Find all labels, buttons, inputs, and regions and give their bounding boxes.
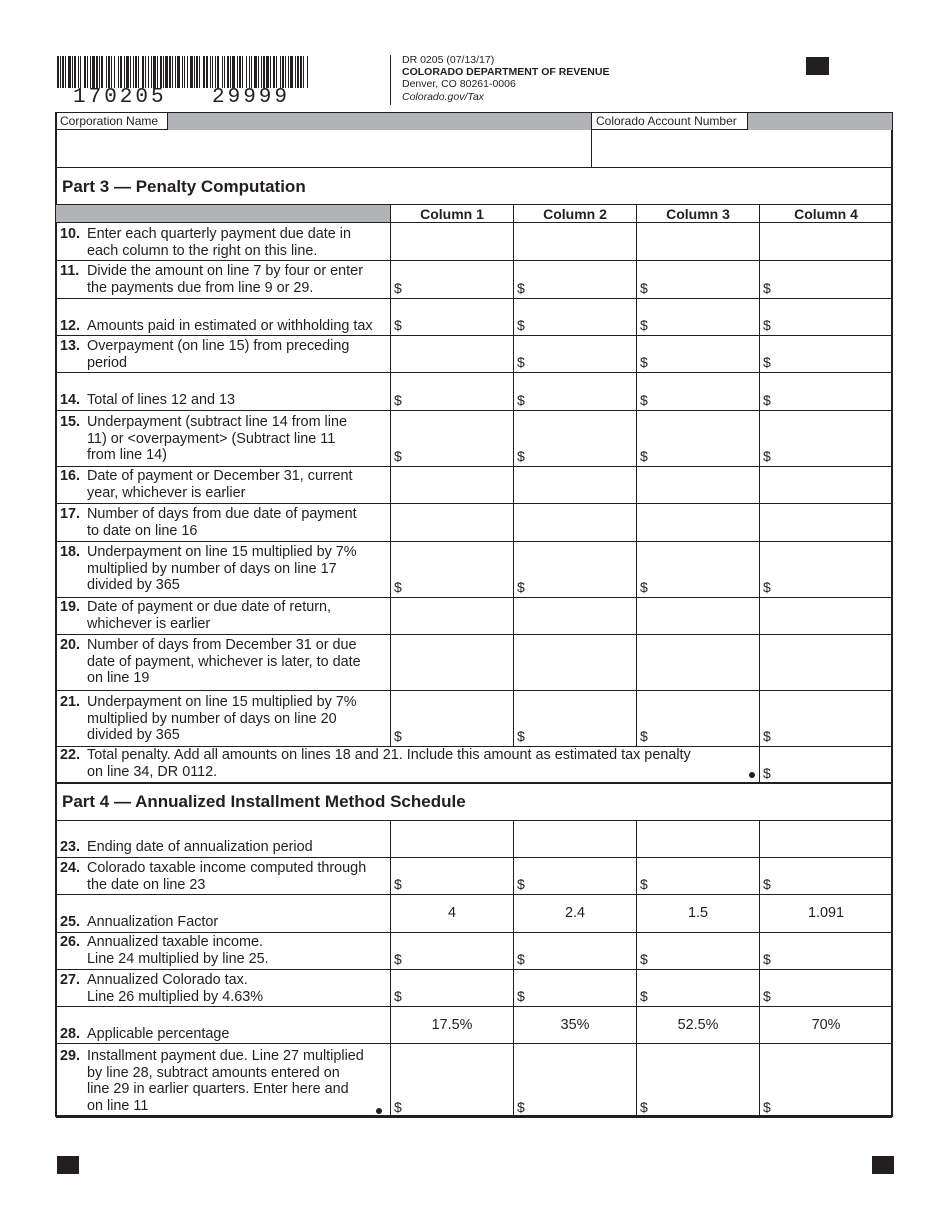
part4-row-5-col-2-input[interactable] — [514, 1007, 636, 1043]
barcode-bar — [145, 56, 146, 88]
part3-row-7-col-3-input[interactable] — [637, 504, 759, 541]
account-number-field[interactable] — [593, 130, 891, 167]
barcode-bar — [196, 56, 198, 88]
part4-row-4-col-2-input[interactable] — [514, 970, 636, 1006]
part3-row-10-col-3-input[interactable] — [637, 635, 759, 690]
corporation-name-label: Corporation Name — [60, 114, 159, 128]
part4-row-4-col-4-input[interactable] — [760, 970, 892, 1006]
grid-line — [56, 1117, 892, 1118]
line-27: 27. Annualized Colorado tax. Line 26 multiplied by 4.63% — [60, 972, 263, 1005]
column-3-header: Column 3 — [666, 206, 730, 222]
dollar-sign: $ — [640, 951, 648, 967]
barcode-bar — [273, 56, 275, 88]
dollar-sign: $ — [394, 876, 402, 892]
barcode-bar — [106, 56, 107, 88]
dollar-sign: $ — [394, 448, 402, 464]
dollar-sign: $ — [640, 876, 648, 892]
dollar-sign: $ — [640, 392, 648, 408]
part3-row-7-col-4-input[interactable] — [760, 504, 892, 541]
barcode-bar — [290, 56, 293, 88]
part3-row-3-col-1-input[interactable] — [391, 336, 513, 372]
dollar-sign: $ — [394, 728, 402, 744]
part4-row-4-col-1-input[interactable] — [391, 970, 513, 1006]
part4-row-0-col-2-input[interactable] — [514, 821, 636, 857]
dollar-sign: $ — [394, 1099, 402, 1115]
line-21: 21. Underpayment on line 15 multiplied by 7% multiplied by number of days on line 20 divided by 365 — [60, 694, 357, 743]
part3-row-8-col-1-input[interactable] — [391, 542, 513, 597]
barcode-bar — [215, 56, 216, 88]
line-10: 10. Enter each quarterly payment due date in each column to the right on this line. — [60, 226, 351, 259]
registration-mark-top-right — [806, 57, 829, 75]
part4-row-3-col-2-input[interactable] — [514, 933, 636, 969]
barcode — [57, 56, 309, 88]
line-20: 20. Number of days from December 31 or due date of payment, whichever is later, to date on line 19 — [60, 637, 361, 686]
barcode-bar — [212, 56, 213, 88]
account-number-label: Colorado Account Number — [596, 114, 737, 128]
barcode-bar — [251, 56, 252, 88]
dollar-sign: $ — [763, 765, 771, 781]
barcode-bar — [217, 56, 219, 88]
part4-title: Part 4 — Annualized Installment Method Schedule — [62, 792, 466, 811]
agency-address: Denver, CO 80261-0006 — [402, 78, 516, 90]
barcode-bar — [224, 56, 225, 88]
barcode-bar — [263, 56, 265, 88]
dollar-sign: $ — [640, 1099, 648, 1115]
part3-row-1-col-4-input[interactable] — [760, 261, 892, 298]
barcode-bar — [307, 56, 308, 88]
barcode-bar — [74, 56, 76, 88]
barcode-bar — [165, 56, 168, 88]
part3-row-8-col-4-input[interactable] — [760, 542, 892, 597]
part3-row-8-col-3-input[interactable] — [637, 542, 759, 597]
part3-row-11-col-1-input[interactable] — [391, 691, 513, 746]
header-divider — [390, 55, 391, 105]
barcode-bar — [266, 56, 269, 88]
part4-row-2-col-3-input[interactable] — [637, 895, 759, 932]
barcode-bar — [84, 56, 86, 88]
barcode-bar — [203, 56, 205, 88]
barcode-bar — [138, 56, 139, 88]
barcode-bar — [172, 56, 173, 88]
line-12: 12. Amounts paid in estimated or withholding tax — [60, 318, 373, 334]
corporation-name-field[interactable] — [57, 130, 590, 167]
barcode-bar — [184, 56, 185, 88]
part3-row-2-col-3-input[interactable] — [637, 299, 759, 335]
barcode-bar — [99, 56, 100, 88]
line-24: 24. Colorado taxable income computed through the date on line 23 — [60, 860, 367, 893]
dollar-sign: $ — [517, 876, 525, 892]
line-26: 26. Annualized taxable income. Line 24 multiplied by line 25. — [60, 934, 269, 967]
part3-row-11-col-2-input[interactable] — [514, 691, 636, 746]
dollar-sign: $ — [517, 317, 525, 333]
barcode-bar — [163, 56, 164, 88]
barcode-bar — [288, 56, 289, 88]
account-label-shade — [748, 113, 892, 130]
part3-row-0-col-4-input[interactable] — [760, 223, 892, 260]
barcode-bar — [60, 56, 61, 88]
barcode-bar — [282, 56, 284, 88]
barcode-bar — [72, 56, 73, 88]
grid-line — [636, 205, 637, 222]
line-22: 22. Total penalty. Add all amounts on lines 18 and 21. Include this amount as estimated tax penalty on line 34, DR 0112. — [60, 747, 691, 780]
barcode-bar — [78, 56, 79, 88]
barcode-bar — [242, 56, 243, 88]
part4-row-2-col-4-input[interactable] — [760, 895, 892, 932]
dollar-sign: $ — [763, 579, 771, 595]
dollar-sign: $ — [763, 448, 771, 464]
barcode-bar — [124, 56, 125, 88]
line-18: 18. Underpayment on line 15 multiplied by 7% multiplied by number of days on line 17 divided by 365 — [60, 544, 357, 593]
barcode-bar — [160, 56, 162, 88]
barcode-bar — [157, 56, 158, 88]
part4-row-1-col-1-input[interactable] — [391, 858, 513, 894]
dollar-sign: $ — [517, 728, 525, 744]
dollar-sign: $ — [517, 1099, 525, 1115]
barcode-bar — [222, 56, 223, 88]
dollar-sign: $ — [640, 448, 648, 464]
part3-row-2-col-2-input[interactable] — [514, 299, 636, 335]
part3-row-1-col-2-input[interactable] — [514, 261, 636, 298]
part3-row-5-col-4-input[interactable] — [760, 411, 892, 466]
column-4-header: Column 4 — [794, 206, 858, 222]
dollar-sign: $ — [394, 280, 402, 296]
part3-row-5-col-2-input[interactable] — [514, 411, 636, 466]
barcode-bar — [194, 56, 195, 88]
barcode-bar — [246, 56, 247, 88]
barcode-bar — [297, 56, 299, 88]
part3-row-10-col-1-input[interactable] — [391, 635, 513, 690]
part3-row-1-col-1-input[interactable] — [391, 261, 513, 298]
part3-row-11-col-3-input[interactable] — [637, 691, 759, 746]
registration-mark-bottom-left — [57, 1156, 79, 1174]
dollar-sign: $ — [640, 579, 648, 595]
line-28-col-3: 52.5% — [677, 1017, 719, 1033]
line-28-col-4: 70% — [811, 1017, 841, 1033]
name-label-shade — [168, 113, 591, 130]
barcode-bar — [258, 56, 259, 88]
barcode-bar — [153, 56, 156, 88]
part3-row-4-col-4-input[interactable] — [760, 373, 892, 410]
part3-row-7-col-1-input[interactable] — [391, 504, 513, 541]
part4-row-3-col-4-input[interactable] — [760, 933, 892, 969]
part3-row-9-col-3-input[interactable] — [637, 598, 759, 634]
part3-row-0-col-2-input[interactable] — [514, 223, 636, 260]
barcode-bar — [230, 56, 231, 88]
barcode-bar — [151, 56, 152, 88]
barcode-bar — [300, 56, 302, 88]
dollar-sign: $ — [763, 392, 771, 408]
part4-row-4-col-3-input[interactable] — [637, 970, 759, 1006]
dollar-sign: $ — [394, 317, 402, 333]
line-25-col-1: 4 — [447, 905, 456, 921]
line-16: 16. Date of payment or December 31, current year, whichever is earlier — [60, 468, 353, 501]
barcode-bar — [187, 56, 188, 88]
part4-row-1-col-4-input[interactable] — [760, 858, 892, 894]
part3-row-6-col-1-input[interactable] — [391, 467, 513, 503]
barcode-bar — [199, 56, 200, 88]
grid-line — [513, 205, 514, 222]
line-29: 29. Installment payment due. Line 27 multiplied by line 28, subtract amounts entered on line 29 in earlier quarters. Enter here and on line 11 — [60, 1048, 364, 1114]
dollar-sign: $ — [517, 448, 525, 464]
barcode-bar — [87, 56, 88, 88]
dollar-sign: $ — [517, 354, 525, 370]
barcode-bar — [261, 56, 262, 88]
barcode-bar — [175, 56, 176, 88]
grid-line — [759, 205, 760, 222]
part4-row-1-col-2-input[interactable] — [514, 858, 636, 894]
barcode-bar — [276, 56, 277, 88]
line-15: 15. Underpayment (subtract line 14 from line 11) or <overpayment> (Subtract line 11 from line 14) — [60, 414, 347, 463]
line-25: 25. Annualization Factor — [60, 914, 219, 930]
barcode-bar — [111, 56, 112, 88]
dollar-sign: $ — [640, 317, 648, 333]
barcode-bar — [169, 56, 171, 88]
part4-row-3-col-3-input[interactable] — [637, 933, 759, 969]
barcode-bar — [62, 56, 64, 88]
part4-row-6-col-4-input[interactable] — [760, 1044, 892, 1117]
line-22-bullet-icon — [749, 772, 755, 778]
part3-row-2-col-1-input[interactable] — [391, 299, 513, 335]
dollar-sign: $ — [763, 728, 771, 744]
part3-row-11-col-4-input[interactable] — [760, 691, 892, 746]
line-25-col-2: 2.4 — [564, 905, 585, 921]
part3-row-10-col-2-input[interactable] — [514, 635, 636, 690]
dollar-sign: $ — [763, 951, 771, 967]
dollar-sign: $ — [517, 951, 525, 967]
barcode-bar — [57, 56, 59, 88]
barcode-bar — [285, 56, 286, 88]
part4-row-0-col-3-input[interactable] — [637, 821, 759, 857]
part3-row-0-col-3-input[interactable] — [637, 223, 759, 260]
barcode-bar — [254, 56, 257, 88]
part3-row-9-col-1-input[interactable] — [391, 598, 513, 634]
part3-row-8-col-2-input[interactable] — [514, 542, 636, 597]
part3-row-3-col-3-input[interactable] — [637, 336, 759, 372]
barcode-bar — [210, 56, 211, 88]
barcode-bar — [206, 56, 208, 88]
barcode-bar — [303, 56, 304, 88]
dollar-sign: $ — [517, 280, 525, 296]
line-13: 13. Overpayment (on line 15) from preceding period — [60, 338, 350, 371]
part3-row-1-col-3-input[interactable] — [637, 261, 759, 298]
part3-row-6-col-2-input[interactable] — [514, 467, 636, 503]
line-25-col-3: 1.5 — [687, 905, 708, 921]
barcode-bar — [177, 56, 180, 88]
part3-row-4-col-2-input[interactable] — [514, 373, 636, 410]
line-29-bullet-icon — [376, 1108, 382, 1114]
line-23: 23. Ending date of annualization period — [60, 839, 313, 855]
line-22-total-penalty-input[interactable] — [760, 747, 891, 782]
registration-mark-bottom-right — [872, 1156, 894, 1174]
line-19: 19. Date of payment or due date of return, whichever is earlier — [60, 599, 331, 632]
dollar-sign: $ — [640, 728, 648, 744]
dollar-sign: $ — [763, 1099, 771, 1115]
grid-line — [56, 782, 892, 784]
barcode-bar — [126, 56, 129, 88]
agency-website: Colorado.gov/Tax — [402, 91, 484, 103]
part3-title: Part 3 — Penalty Computation — [62, 177, 306, 196]
barcode-bar — [227, 56, 229, 88]
part4-row-0-col-4-input[interactable] — [760, 821, 892, 857]
part3-row-10-col-4-input[interactable] — [760, 635, 892, 690]
barcode-bar — [249, 56, 250, 88]
line-14: 14. Total of lines 12 and 13 — [60, 392, 236, 408]
line-28-col-1: 17.5% — [431, 1017, 473, 1033]
part3-row-6-col-3-input[interactable] — [637, 467, 759, 503]
part3-row-9-col-2-input[interactable] — [514, 598, 636, 634]
part3-row-2-col-4-input[interactable] — [760, 299, 892, 335]
dollar-sign: $ — [763, 317, 771, 333]
barcode-bar — [65, 56, 66, 88]
part4-row-3-col-1-input[interactable] — [391, 933, 513, 969]
line-28-col-2: 35% — [560, 1017, 590, 1033]
part4-row-6-col-2-input[interactable] — [514, 1044, 636, 1117]
barcode-bar — [92, 56, 95, 88]
line-17: 17. Number of days from due date of payment to date on line 16 — [60, 506, 357, 539]
barcode-bar — [190, 56, 193, 88]
barcode-bar — [142, 56, 144, 88]
dollar-sign: $ — [517, 579, 525, 595]
part4-row-0-col-1-input[interactable] — [391, 821, 513, 857]
dollar-sign: $ — [763, 280, 771, 296]
barcode-bar — [130, 56, 131, 88]
barcode-bar — [239, 56, 241, 88]
barcode-bar — [96, 56, 98, 88]
part4-row-6-col-1-input[interactable] — [391, 1044, 513, 1117]
part3-row-3-col-2-input[interactable] — [514, 336, 636, 372]
part3-row-3-col-4-input[interactable] — [760, 336, 892, 372]
part4-row-1-col-3-input[interactable] — [637, 858, 759, 894]
part3-row-7-col-2-input[interactable] — [514, 504, 636, 541]
column-2-header: Column 2 — [543, 206, 607, 222]
dollar-sign: $ — [517, 392, 525, 408]
dollar-sign: $ — [394, 988, 402, 1004]
part4-row-5-col-3-input[interactable] — [637, 1007, 759, 1043]
barcode-bar — [135, 56, 137, 88]
part4-row-5-col-4-input[interactable] — [760, 1007, 892, 1043]
part4-row-5-col-1-input[interactable] — [391, 1007, 513, 1043]
barcode-number-right: 29999 — [212, 86, 291, 109]
part3-row-4-col-1-input[interactable] — [391, 373, 513, 410]
dollar-sign: $ — [763, 988, 771, 1004]
barcode-number-left: 170205 — [73, 86, 167, 109]
barcode-bar — [133, 56, 134, 88]
grid-line — [390, 205, 391, 222]
barcode-bar — [80, 56, 81, 88]
part4-row-2-col-2-input[interactable] — [514, 895, 636, 932]
part4-row-2-col-1-input[interactable] — [391, 895, 513, 932]
dollar-sign: $ — [763, 876, 771, 892]
part3-row-5-col-3-input[interactable] — [637, 411, 759, 466]
part3-row-4-col-3-input[interactable] — [637, 373, 759, 410]
barcode-bar — [90, 56, 91, 88]
barcode-bar — [114, 56, 115, 88]
barcode-bar — [232, 56, 235, 88]
barcode-bar — [101, 56, 103, 88]
barcode-bar — [295, 56, 296, 88]
form-id: DR 0205 (07/13/17) — [402, 54, 495, 66]
line-28: 28. Applicable percentage — [60, 1026, 230, 1042]
dollar-sign: $ — [763, 354, 771, 370]
dollar-sign: $ — [394, 392, 402, 408]
barcode-bar — [182, 56, 183, 88]
dollar-sign: $ — [640, 280, 648, 296]
line-11: 11. Divide the amount on line 7 by four or enter the payments due from line 9 or 29. — [60, 263, 363, 296]
dollar-sign: $ — [517, 988, 525, 1004]
part3-row-9-col-4-input[interactable] — [760, 598, 892, 634]
dollar-sign: $ — [640, 354, 648, 370]
dollar-sign: $ — [640, 988, 648, 1004]
barcode-bar — [68, 56, 71, 88]
barcode-bar — [237, 56, 238, 88]
column-1-header: Column 1 — [420, 206, 484, 222]
part3-row-5-col-1-input[interactable] — [391, 411, 513, 466]
part3-row-6-col-4-input[interactable] — [760, 467, 892, 503]
barcode-bar — [280, 56, 281, 88]
part3-row-0-col-1-input[interactable] — [391, 223, 513, 260]
dollar-sign: $ — [394, 579, 402, 595]
barcode-bar — [108, 56, 110, 88]
column-header-shade — [56, 205, 390, 222]
dollar-sign: $ — [394, 951, 402, 967]
barcode-bar — [270, 56, 271, 88]
barcode-bar — [118, 56, 119, 88]
part4-row-6-col-3-input[interactable] — [637, 1044, 759, 1117]
barcode-bar — [148, 56, 149, 88]
agency-name: COLORADO DEPARTMENT OF REVENUE — [402, 66, 610, 78]
barcode-bar — [120, 56, 122, 88]
line-25-col-4: 1.091 — [807, 905, 844, 921]
